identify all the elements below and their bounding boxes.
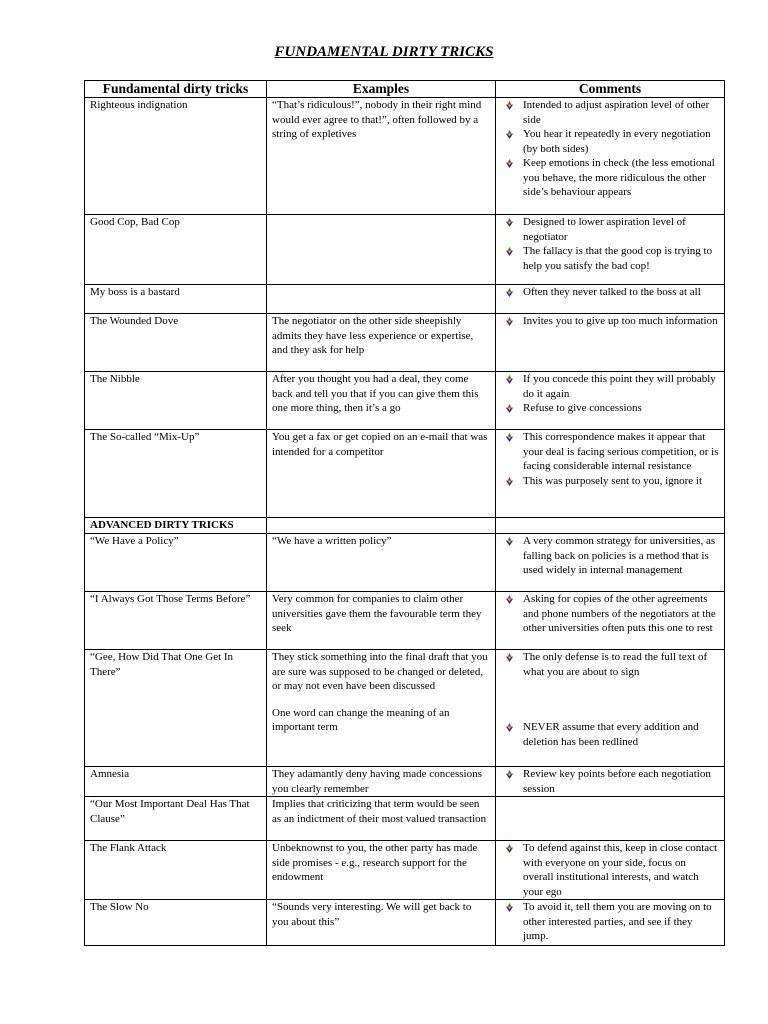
comment-text: NEVER assume that every addition and deletion has been redlined xyxy=(523,721,699,748)
arrow-bullet-icon xyxy=(505,375,514,384)
comment-text: The fallacy is that the good cop is trying to help you satisfy the bad cop! xyxy=(523,245,713,272)
trick-name: The Flank Attack xyxy=(85,841,267,900)
comments-list xyxy=(501,841,719,899)
comment-text: To avoid it, tell them you are moving on to other interested parties, and see if they jump. xyxy=(523,901,712,942)
example-cell xyxy=(267,314,496,372)
comments-cell xyxy=(496,430,725,518)
example-text: You get a fax or get copied on an e-mail that was intended for a competitor xyxy=(272,431,488,458)
table-row xyxy=(85,215,725,285)
comment-item xyxy=(501,650,719,679)
comments-cell xyxy=(496,900,725,946)
empty-cell xyxy=(267,518,496,534)
arrow-bullet-icon xyxy=(505,770,514,779)
comment-item xyxy=(501,98,719,127)
example-cell xyxy=(267,650,496,767)
example-text: After you thought you had a deal, they come back and tell you that if you can give them this one more thing, then it’s a go xyxy=(272,373,479,414)
comments-list xyxy=(501,534,719,578)
comment-text: This was purposely sent to you, ignore it xyxy=(523,474,703,487)
comments-cell xyxy=(496,534,725,592)
comment-item xyxy=(501,841,719,899)
trick-name: The Wounded Dove xyxy=(85,314,267,372)
table-header-row xyxy=(85,81,725,98)
arrow-bullet-icon xyxy=(505,247,514,256)
example-text: The negotiator on the other side sheepishly admits they have less experience or expertise, and they ask for help xyxy=(272,315,474,356)
example-text: Very common for companies to claim other universities gave them the favourable term they seek xyxy=(272,593,482,634)
comment-item xyxy=(501,900,719,944)
arrow-bullet-icon xyxy=(505,595,514,604)
comments-cell xyxy=(496,592,725,650)
header-examples: Examples xyxy=(267,81,496,98)
comment-item xyxy=(501,156,719,200)
comments-list xyxy=(501,215,719,273)
comment-item xyxy=(501,244,719,273)
comments-cell xyxy=(496,841,725,900)
arrow-bullet-icon xyxy=(505,537,514,546)
arrow-bullet-icon xyxy=(505,288,514,297)
example-text: Unbeknownst to you, the other party has made side promises - e.g., research support for the endowment xyxy=(272,842,478,883)
trick-name: “We Have a Policy” xyxy=(85,534,267,592)
comment-text: Invites you to give up too much information xyxy=(523,315,718,327)
comments-cell xyxy=(496,285,725,314)
comment-item xyxy=(501,314,719,329)
table-row xyxy=(85,372,725,430)
comment-text: If you concede this point they will probably do it again xyxy=(523,373,716,400)
trick-name: Amnesia xyxy=(85,767,267,797)
example-cell xyxy=(267,430,496,518)
comment-text: Review key points before each negotiation session xyxy=(523,768,711,795)
example-text: One word can change the meaning of an important term xyxy=(272,706,450,733)
arrow-bullet-icon xyxy=(505,844,514,853)
example-cell xyxy=(267,98,496,215)
comments-list xyxy=(501,285,719,300)
table-row xyxy=(85,650,725,767)
section-title: ADVANCED DIRTY TRICKS xyxy=(85,518,267,534)
arrow-bullet-icon xyxy=(505,723,514,732)
example-cell xyxy=(267,797,496,841)
comment-item xyxy=(501,430,719,474)
example-cell xyxy=(267,534,496,592)
table-row xyxy=(85,841,725,900)
empty-cell xyxy=(496,518,725,534)
comments-cell xyxy=(496,372,725,430)
comment-text: Asking for copies of the other agreements and phone numbers of the negotiators at the other universities often puts this one to rest xyxy=(523,593,716,634)
comments-list xyxy=(501,430,719,488)
comment-item xyxy=(501,474,719,489)
arrow-bullet-icon xyxy=(505,903,514,912)
comments-cell xyxy=(496,767,725,797)
example-text: “Sounds very interesting. We will get back to you about this” xyxy=(272,901,472,928)
arrow-bullet-icon xyxy=(505,404,514,413)
table-row xyxy=(85,592,725,650)
table-row xyxy=(85,430,725,518)
comment-item xyxy=(501,592,719,636)
arrow-bullet-icon xyxy=(505,159,514,168)
comment-item xyxy=(501,401,719,416)
example-text: “That’s ridiculous!”, nobody in their right mind would ever agree to that!”, often followed by a string of expletives xyxy=(272,99,482,140)
table-row xyxy=(85,797,725,841)
comment-text: Designed to lower aspiration level of negotiator xyxy=(523,216,686,243)
table-row xyxy=(85,767,725,797)
comments-list xyxy=(501,98,719,200)
arrow-bullet-icon xyxy=(505,101,514,110)
comments-list xyxy=(501,372,719,416)
comment-item xyxy=(501,372,719,401)
comment-item xyxy=(501,285,719,300)
trick-name: The So-called “Mix-Up” xyxy=(85,430,267,518)
comments-cell xyxy=(496,650,725,767)
comment-text: You hear it repeatedly in every negotiation (by both sides) xyxy=(523,128,711,155)
comment-item xyxy=(501,127,719,156)
comment-text: The only defense is to read the full text of what you are about to sign xyxy=(523,651,708,678)
comments-list xyxy=(501,767,719,796)
example-cell xyxy=(267,285,496,314)
trick-name: My boss is a bastard xyxy=(85,285,267,314)
trick-name: The Slow No xyxy=(85,900,267,946)
example-text: Implies that criticizing that term would be seen as an indictment of their most valued transaction xyxy=(272,798,487,825)
arrow-bullet-icon xyxy=(505,317,514,326)
example-text: “We have a written policy” xyxy=(272,535,392,547)
comments-cell xyxy=(496,98,725,215)
trick-name: “Our Most Important Deal Has That Clause” xyxy=(85,797,267,841)
comment-text: Intended to adjust aspiration level of other side xyxy=(523,99,710,126)
arrow-bullet-icon xyxy=(505,433,514,442)
example-cell xyxy=(267,592,496,650)
example-cell xyxy=(267,900,496,946)
trick-name: The Nibble xyxy=(85,372,267,430)
comment-item xyxy=(501,215,719,244)
comments-cell xyxy=(496,797,725,841)
arrow-bullet-icon xyxy=(505,130,514,139)
header-trick: Fundamental dirty tricks xyxy=(85,81,267,98)
table-body xyxy=(85,98,725,946)
header-comments: Comments xyxy=(496,81,725,98)
comments-list xyxy=(501,314,719,329)
arrow-bullet-icon xyxy=(505,477,514,486)
comment-text: Often they never talked to the boss at all xyxy=(523,286,701,298)
comment-text: Refuse to give concessions xyxy=(523,402,642,414)
example-cell xyxy=(267,215,496,285)
trick-name: Good Cop, Bad Cop xyxy=(85,215,267,285)
comments-list xyxy=(501,592,719,636)
table-row xyxy=(85,98,725,215)
comments-cell xyxy=(496,215,725,285)
trick-name: “I Always Got Those Terms Before” xyxy=(85,592,267,650)
table-row xyxy=(85,900,725,946)
document-title: FUNDAMENTAL DIRTY TRICKS xyxy=(274,44,494,60)
comment-item xyxy=(501,534,719,578)
comment-text: A very common strategy for universities, as falling back on policies is a method that is used widely in internal management xyxy=(523,535,716,576)
comments-cell xyxy=(496,314,725,372)
table-row xyxy=(85,314,725,372)
arrow-bullet-icon xyxy=(505,653,514,662)
example-text: They stick something into the final draft that you are sure was supposed to be changed or deleted, or may not even have been discussed xyxy=(272,651,488,692)
section-header-row xyxy=(85,518,725,534)
example-cell xyxy=(267,841,496,900)
table-row xyxy=(85,534,725,592)
trick-name: “Gee, How Did That One Get In There” xyxy=(85,650,267,767)
dirty-tricks-table xyxy=(84,80,725,946)
arrow-bullet-icon xyxy=(505,218,514,227)
table-row xyxy=(85,285,725,314)
comment-text: This correspondence makes it appear that your deal is facing serious competition, or is facing considerable internal resistance xyxy=(523,431,719,472)
comment-text: To defend against this, keep in close contact with everyone on your side, focus on overall institutional interests, and watch your ego xyxy=(523,842,718,898)
trick-name: Righteous indignation xyxy=(85,98,267,215)
comment-item xyxy=(501,720,719,749)
comment-text: Keep emotions in check (the less emotional you behave, the more ridiculous the other side’s behaviour appears xyxy=(523,157,715,198)
example-cell xyxy=(267,372,496,430)
comments-list xyxy=(501,650,719,749)
example-cell xyxy=(267,767,496,797)
comments-list xyxy=(501,900,719,944)
example-text: They adamantly deny having made concessions you clearly remember xyxy=(272,768,482,795)
comment-item xyxy=(501,767,719,796)
